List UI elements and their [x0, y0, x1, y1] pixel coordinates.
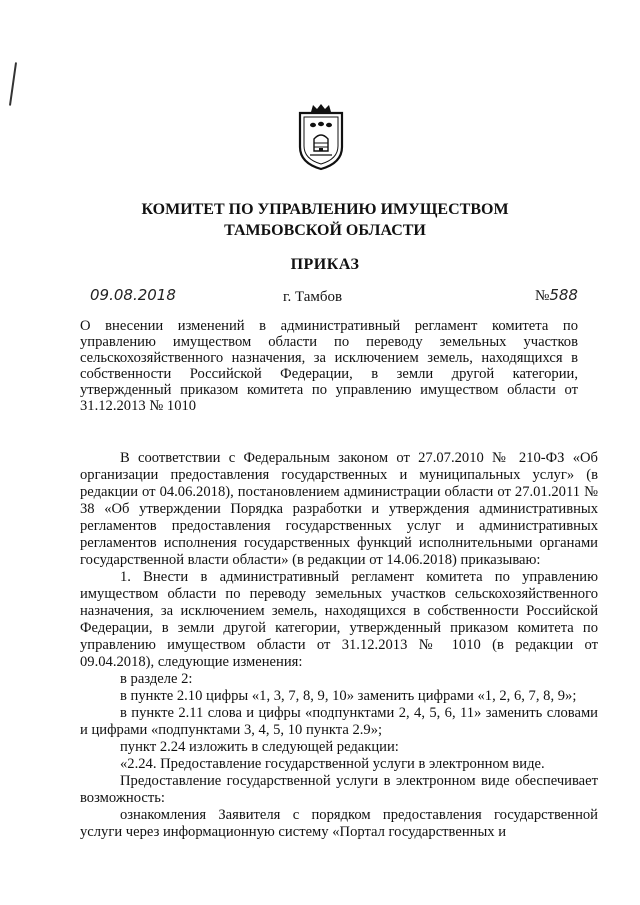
- order-body: [80, 450, 598, 841]
- body-paragraph: «2.24. Предоставление государственной услуги в электронном виде.: [120, 756, 545, 772]
- body-paragraph: в пункте 2.10 цифры «1, 3, 7, 8, 9, 10» заменить цифрами «1, 2, 6, 7, 8, 9»;: [120, 688, 577, 704]
- body-paragraph: 1. Внести в административный регламент комитета по управлению имуществом области по переводу земельных участков сельскохозяйственного назначения, за исключением земель, находящихся в собственности Российской Федерации, в земли другой категории, утвержденный приказом комитета по управлению имуществом области от 31.12.2013 № 1010 (в редакции от 09.04.2018), следующие изменения:: [80, 569, 598, 670]
- handwritten-date: 09.08.2018: [90, 286, 176, 304]
- coat-of-arms-icon: [296, 103, 346, 171]
- body-paragraph: Предоставление государственной услуги в электронном виде обеспечивает возможность:: [80, 773, 598, 806]
- body-paragraph: пункт 2.24 изложить в следующей редакции:: [120, 739, 399, 755]
- margin-pen-mark: [9, 62, 17, 106]
- body-paragraph: ознакомления Заявителя с порядком предоставления государственной услуги через информационную систему «Портал государственных и: [80, 807, 598, 840]
- body-paragraph: в разделе 2:: [120, 671, 193, 687]
- number-sign: №: [535, 288, 550, 304]
- organization-title: [80, 199, 570, 241]
- document-type: ПРИКАЗ: [290, 256, 360, 273]
- preamble-paragraph: В соответствии с Федеральным законом от 27.07.2010 № 210-ФЗ «Об организации предоставления государственных и муниципальных услуг» (в редакции от 04.06.2018), постановлением администрации области от 27.01.2011 № 38 «Об утверждении Порядка разработки и утверждения административных регламентов предоставления государственных услуг и административных регламентов исполнения государственных функций исполнительными органами государственной власти области» (в редакции от 14.06.2018) приказываю:: [80, 450, 598, 568]
- city-label: г. Тамбов: [283, 289, 343, 305]
- organization-title-line2: ТАМБОВСКОЙ ОБЛАСТИ: [224, 222, 426, 239]
- order-number: [535, 286, 578, 305]
- order-subject: О внесении изменений в административный регламент комитета по управлению имуществом области по переводу земельных участков сельскохозяйственного назначения, за исключением земель, находящихся в собственности Российской Федерации, в земли другой категории, утвержденный приказом комитета по управлению имуществом области от 31.12.2013 № 1010: [80, 318, 578, 414]
- body-paragraph: в пункте 2.11 слова и цифры «подпунктами 2, 4, 5, 6, 11» заменить словами и цифрами «подпунктами 3, 4, 5, 10 пункта 2.9»;: [80, 705, 598, 738]
- handwritten-number: 588: [549, 286, 578, 304]
- organization-title-line1: КОМИТЕТ ПО УПРАВЛЕНИЮ ИМУЩЕСТВОМ: [141, 201, 509, 218]
